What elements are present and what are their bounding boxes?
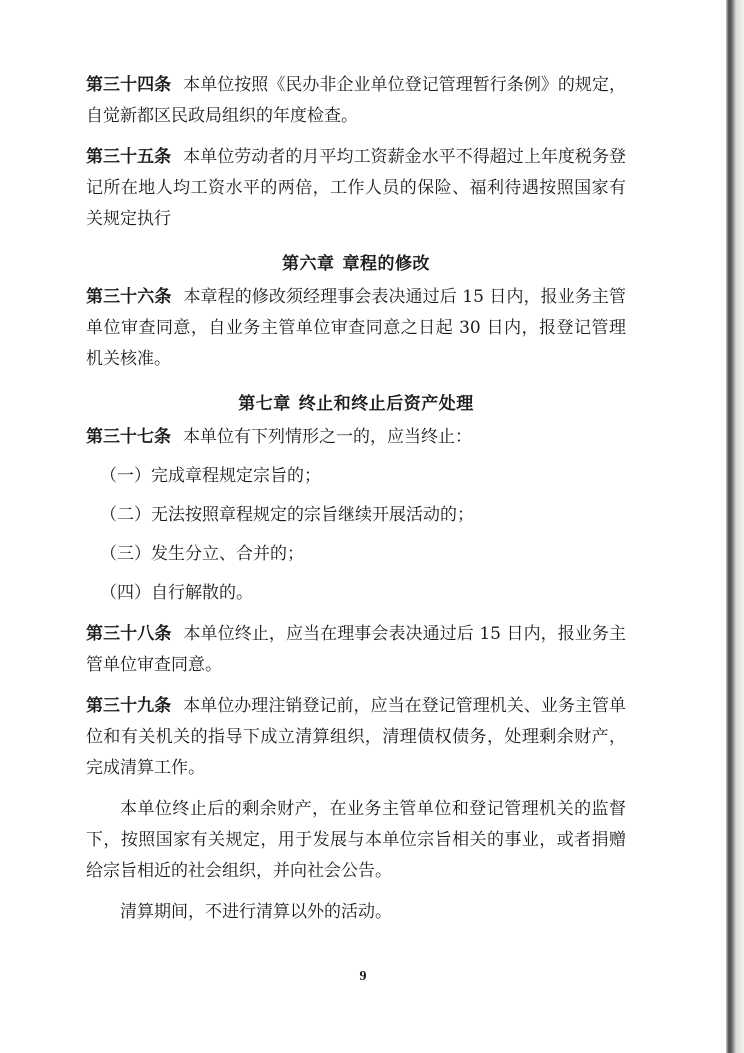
article-text: 本单位劳动者的月平均工资薪金水平不得超过上年度税务登记所在地人均工资水平的两倍，工作人员的保险、福利待遇按照国家有关规定执行 bbox=[86, 147, 627, 229]
chapter-number: 第六章 bbox=[282, 254, 335, 274]
article-39 bbox=[86, 691, 626, 784]
chapter-title: 终止和终止后资产处理 bbox=[298, 394, 474, 414]
article-38 bbox=[86, 619, 626, 681]
list-item: （二）无法按照章程规定的宗旨继续开展活动的； bbox=[100, 505, 474, 525]
article-number: 第三十八条 bbox=[86, 624, 172, 644]
paragraph-remaining-assets: 本单位终止后的剩余财产，在业务主管单位和登记管理机关的监督下，按照国家有关规定，用于发展与本单位宗旨相关的事业，或者捐赠给宗旨相近的社会组织，并向社会公告。 bbox=[86, 799, 626, 881]
page-content bbox=[86, 70, 626, 928]
page-number: 9 bbox=[359, 969, 367, 984]
binding-edge bbox=[726, 0, 744, 1053]
article-35 bbox=[86, 142, 626, 235]
article-34 bbox=[86, 70, 626, 132]
article-number: 第三十五条 bbox=[86, 147, 172, 167]
article-36 bbox=[86, 282, 626, 375]
chapter-number: 第七章 bbox=[238, 394, 291, 414]
chapter-title: 章程的修改 bbox=[342, 254, 430, 274]
article-text: 本单位按照《民办非企业单位登记管理暂行条例》的规定，自觉新都区民政局组织的年度检查。 bbox=[86, 75, 627, 126]
list-item: （一）完成章程规定宗旨的； bbox=[100, 466, 321, 486]
paragraph-liquidation-period: 清算期间，不进行清算以外的活动。 bbox=[120, 902, 392, 922]
article-text: 本单位有下列情形之一的，应当终止： bbox=[183, 427, 472, 447]
article-number: 第三十七条 bbox=[86, 427, 171, 447]
article-number: 第三十六条 bbox=[86, 287, 172, 307]
list-item: （三）发生分立、合并的； bbox=[100, 544, 304, 564]
article-number: 第三十四条 bbox=[86, 75, 172, 95]
article-37 bbox=[86, 422, 626, 453]
list-item: （四）自行解散的。 bbox=[100, 583, 253, 603]
chapter-heading bbox=[86, 249, 626, 280]
article-text: 本章程的修改须经理事会表决通过后 15 日内，报业务主管单位审查同意，自业务主管单位审查同意之日起 30 日内，报登记管理机关核准。 bbox=[86, 287, 626, 369]
article-text: 本单位办理注销登记前，应当在登记管理机关、业务主管单位和有关机关的指导下成立清算组织，清理债权债务，处理剩余财产，完成清算工作。 bbox=[86, 696, 627, 778]
article-number: 第三十九条 bbox=[86, 696, 172, 716]
chapter-heading bbox=[86, 389, 626, 420]
article-text: 本单位终止，应当在理事会表决通过后 15 日内，报业务主管单位审查同意。 bbox=[86, 624, 626, 675]
